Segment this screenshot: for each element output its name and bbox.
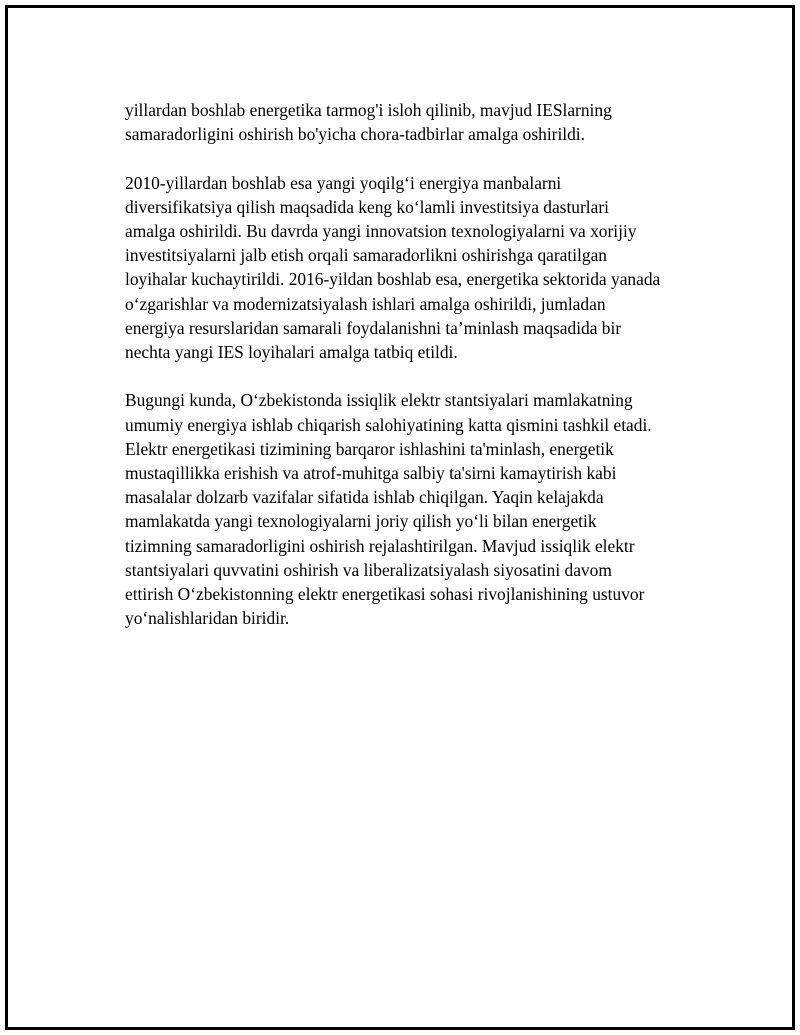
text-line: samaradorligini oshirish bo'yicha chora-tadbirlar amalga oshirildi. [125,124,585,145]
text-line: nechta yangi IES loyihalari amalga tatbiq etildi. [125,342,458,363]
text-line: mamlakatda yangi texnologiyalarni joriy qilish yo‘li bilan energetik [125,511,597,532]
text-line: umumiy energiya ishlab chiqarish salohiyatining katta qismini tashkil etadi. [125,414,652,435]
text-line: yo‘nalishlaridan biridir. [125,608,290,629]
text-line: mustaqillikka erishish va atrof-muhitga salbiy ta'sirni kamaytirish kabi [125,463,617,484]
paragraph-2 [125,171,725,365]
page-frame [5,5,795,1030]
text-line: masalalar dolzarb vazifalar sifatida ishlab chiqilgan. Yaqin kelajakda [125,487,604,508]
text-line: 2010-yillardan boshlab esa yangi yoqilg‘i energiya manbalarni [125,172,562,193]
document-body [125,98,725,655]
text-line: stantsiyalari quvvatini oshirish va liberalizatsiyalash siyosatini davom [125,559,612,580]
text-line: diversifikatsiya qilish maqsadida keng ko‘lamli investitsiya dasturlari [125,196,609,217]
text-line: tizimning samaradorligini oshirish rejalashtirilgan. Mavjud issiqlik elektr [125,535,635,556]
text-line: yillardan boshlab energetika tarmog'i isloh qilinib, mavjud IESlarning [125,100,612,120]
text-line: investitsiyalarni jalb etish orqali samaradorlikni oshirishga qaratilgan [125,245,607,266]
text-line: energiya resurslaridan samarali foydalanishni ta’minlash maqsadida bir [125,317,622,338]
text-line: Elektr energetikasi tizimining barqaror ishlashini ta'minlash, energetik [125,438,614,459]
text-line: o‘zgarishlar va modernizatsiyalash ishlari amalga oshirildi, jumladan [125,293,606,314]
text-line: loyihalar kuchaytirildi. 2016-yildan boshlab esa, energetika sektorida yanada [125,269,661,290]
text-line: amalga oshirildi. Bu davrda yangi innovatsion texnologiyalarni va xorijiy [125,221,637,241]
text-line: ettirish O‘zbekistonning elektr energetikasi sohasi rivojlanishining ustuvor [125,584,645,605]
paragraph-1 [125,98,725,146]
paragraph-3 [125,388,725,630]
text-line: Bugungi kunda, O‘zbekistonda issiqlik elektr stantsiyalari mamlakatning [125,390,633,411]
